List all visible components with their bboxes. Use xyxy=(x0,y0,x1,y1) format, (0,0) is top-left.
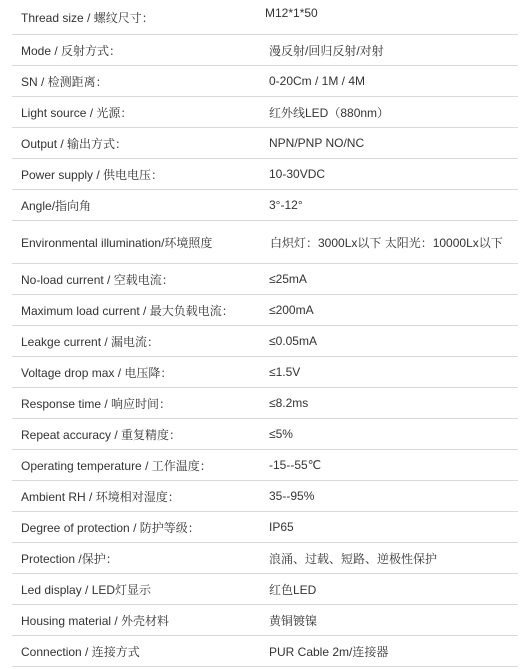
spec-label: Power supply / 供电电压： xyxy=(21,167,164,182)
spec-label: Led display / LED灯显示 xyxy=(21,582,152,597)
spec-label: Operating temperature / 工作温度： xyxy=(21,458,212,473)
spec-row-response-time xyxy=(12,388,518,419)
spec-value: ≤0.05mA xyxy=(269,334,317,348)
spec-row-thread-size xyxy=(12,0,518,35)
spec-value: 0-20Cm / 1M / 4M xyxy=(269,74,366,88)
spec-value: IP65 xyxy=(269,520,294,534)
spec-row-sensing-distance xyxy=(12,66,518,97)
spec-label: Leakge current / 漏电流： xyxy=(21,334,160,349)
spec-value: M12*1*50 xyxy=(265,6,318,20)
spec-value: 10-30VDC xyxy=(269,167,326,181)
spec-label: Protection /保护： xyxy=(21,551,118,566)
spec-label: Mode / 反射方式： xyxy=(21,43,122,58)
spec-label: Repeat accuracy / 重复精度： xyxy=(21,427,182,442)
spec-value: ≤1.5V xyxy=(269,365,301,379)
spec-row-connection xyxy=(12,636,518,667)
spec-label: Environmental illumination/环境照度 xyxy=(21,235,213,250)
spec-row-ambient-humidity xyxy=(12,481,518,512)
spec-label: Maximum load current / 最大负载电流： xyxy=(21,303,234,318)
spec-label: Angle/指向角 xyxy=(21,198,92,213)
spec-row-degree-of-protection xyxy=(12,512,518,543)
spec-label: Output / 输出方式： xyxy=(21,136,128,151)
spec-row-mode xyxy=(12,35,518,66)
spec-label: No-load current / 空载电流： xyxy=(21,272,174,287)
spec-row-voltage-drop xyxy=(12,357,518,388)
spec-value: 浪涌、过载、短路、逆极性保护 xyxy=(269,551,438,566)
spec-row-angle xyxy=(12,190,518,221)
spec-label: Degree of protection / 防护等级： xyxy=(21,520,200,535)
spec-value: NPN/PNP NO/NC xyxy=(269,136,365,150)
spec-row-power-supply xyxy=(12,159,518,190)
spec-value: 黄铜镀镍 xyxy=(269,613,318,628)
spec-row-output xyxy=(12,128,518,159)
spec-value: 漫反射/回归反射/对射 xyxy=(269,43,384,58)
spec-row-protection xyxy=(12,543,518,574)
spec-value: 3°-12° xyxy=(269,198,303,212)
spec-value: 红外线LED（880nm） xyxy=(269,105,390,120)
spec-row-leakage-current xyxy=(12,326,518,357)
spec-value: -15--55℃ xyxy=(269,458,322,472)
spec-row-led-display xyxy=(12,574,518,605)
spec-value: 红色LED xyxy=(269,582,317,597)
spec-row-no-load-current xyxy=(12,264,518,295)
spec-label: Light source / 光源： xyxy=(21,105,133,120)
spec-row-light-source xyxy=(12,97,518,128)
spec-row-housing-material xyxy=(12,605,518,636)
spec-row-environmental-illumination xyxy=(12,221,518,264)
spec-label: Voltage drop max / 电压降： xyxy=(21,365,173,380)
spec-label: Ambient RH / 环境相对湿度： xyxy=(21,489,180,504)
spec-value: 白炽灯：3000Lx以下 太阳光：10000Lx以下 xyxy=(270,235,503,250)
spec-label: Connection / 连接方式 xyxy=(21,644,140,659)
spec-row-max-load-current xyxy=(12,295,518,326)
spec-value: ≤25mA xyxy=(269,272,307,286)
spec-value: 35--95% xyxy=(269,489,315,503)
spec-value: ≤8.2ms xyxy=(269,396,309,410)
spec-row-operating-temperature xyxy=(12,450,518,481)
spec-value: PUR Cable 2m/连接器 xyxy=(269,644,389,659)
spec-label: Thread size / 螺纹尺寸： xyxy=(21,10,154,25)
spec-row-repeat-accuracy xyxy=(12,419,518,450)
spec-value: ≤5% xyxy=(269,427,293,441)
spec-label: Response time / 响应时间： xyxy=(21,396,172,411)
spec-value: ≤200mA xyxy=(269,303,314,317)
spec-label: SN / 检测距离： xyxy=(21,74,108,89)
spec-label: Housing material / 外壳材料 xyxy=(21,613,170,628)
